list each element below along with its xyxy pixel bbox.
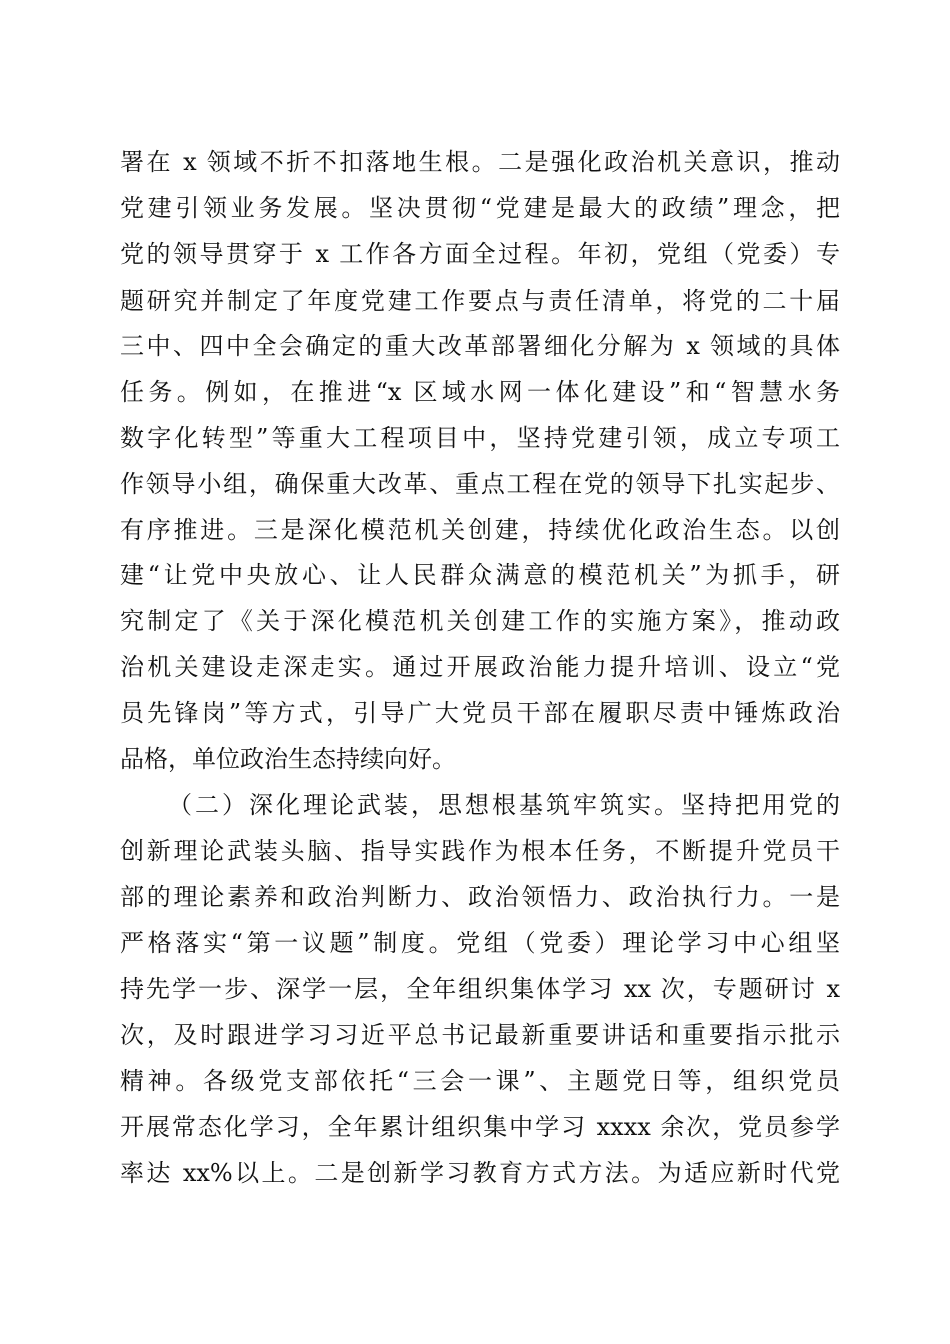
text-line: 部的理论素养和政治判断力、政治领悟力、政治执行力。一是	[120, 883, 840, 911]
text-line: 数字化转型”等重大工程项目中，坚持党建引领，成立专项工	[120, 424, 840, 452]
text-line: 治机关建设走深走实。通过开展政治能力提升培训、设立“党	[120, 653, 840, 681]
text-line: 任务。例如，在推进“x 区域水网一体化建设”和“智慧水务	[120, 378, 840, 406]
text-line: 开展常态化学习，全年累计组织集中学习 xxxx 余次，党员参学	[120, 1113, 840, 1141]
text-line: 品格，单位政治生态持续向好。	[120, 745, 456, 773]
text-line: 究制定了《关于深化模范机关创建工作的实施方案》，推动政	[120, 607, 840, 635]
text-line: 创新理论武装头脑、指导实践作为根本任务，不断提升党员干	[120, 837, 840, 865]
text-line: 严格落实“第一议题”制度。党组（党委）理论学习中心组坚	[120, 929, 840, 957]
text-line: 署在 x 领域不折不扣落地生根。二是强化政治机关意识，推动	[120, 148, 840, 176]
text-line: 员先锋岗”等方式，引导广大党员干部在履职尽责中锤炼政治	[120, 699, 840, 727]
text-line: 率达 xx%以上。二是创新学习教育方式方法。为适应新时代党	[120, 1159, 840, 1187]
text-line: 次，及时跟进学习习近平总书记最新重要讲话和重要指示批示	[120, 1021, 840, 1049]
text-line: 建“让党中央放心、让人民群众满意的模范机关”为抓手，研	[120, 561, 840, 589]
text-line: 精神。各级党支部依托“三会一课”、主题党日等，组织党员	[120, 1067, 840, 1095]
text-line: 三中、四中全会确定的重大改革部署细化分解为 x 领域的具体	[120, 332, 840, 360]
text-line: 题研究并制定了年度党建工作要点与责任清单，将党的二十届	[120, 287, 840, 315]
text-line: 党的领导贯穿于 x 工作各方面全过程。年初，党组（党委）专	[120, 240, 840, 268]
text-line: 作领导小组，确保重大改革、重点工程在党的领导下扎实起步、	[120, 470, 840, 498]
section-heading-line: （二）深化理论武装，思想根基筑牢筑实。坚持把用党的	[168, 791, 840, 819]
text-line: 党建引领业务发展。坚决贯彻“党建是最大的政绩”理念，把	[120, 194, 840, 222]
text-line: 持先学一步、深学一层，全年组织集体学习 xx 次，专题研讨 x	[120, 975, 840, 1003]
text-line: 有序推进。三是深化模范机关创建，持续优化政治生态。以创	[120, 516, 840, 544]
